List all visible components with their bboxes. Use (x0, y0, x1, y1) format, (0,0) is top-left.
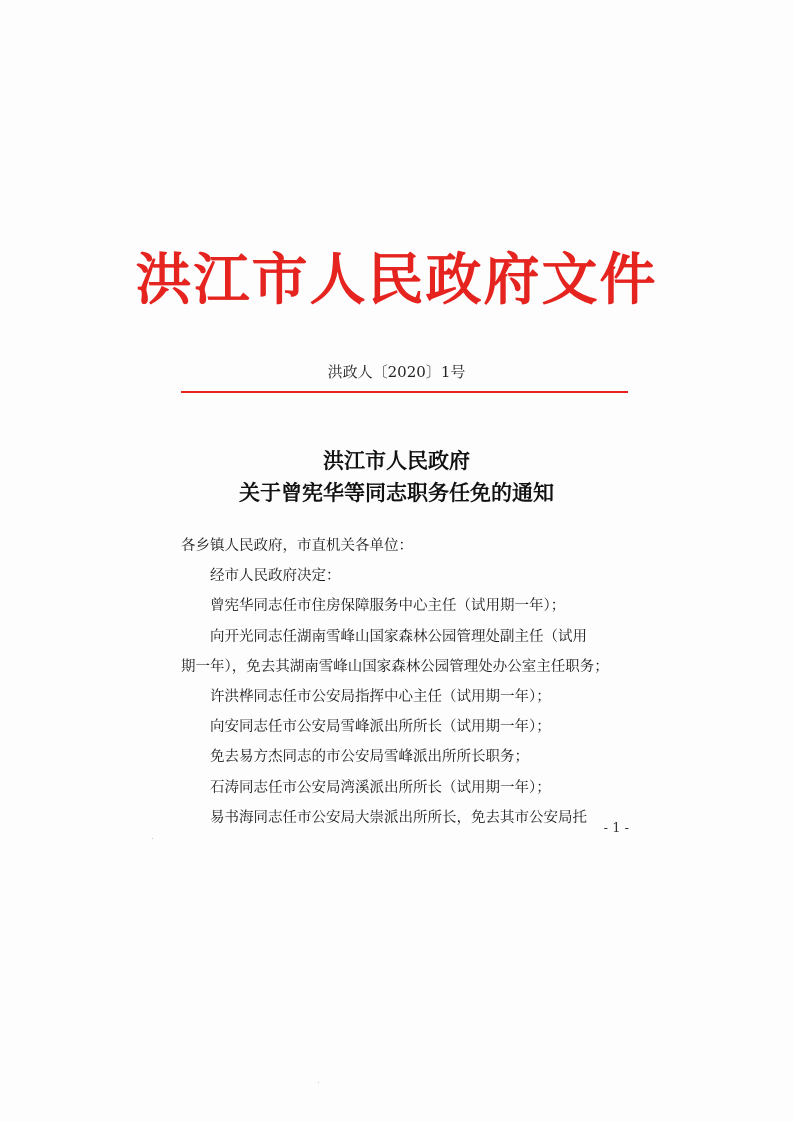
scan-speck (152, 838, 153, 839)
page-number: - 1 - (603, 821, 629, 836)
notice-title-line2: 关于曾宪华等同志职务任免的通知 (239, 480, 554, 505)
body-paragraph: 免去易方杰同志的市公安局雪峰派出所所长职务； (210, 749, 529, 766)
body-paragraph: 经市人民政府决定： (210, 568, 341, 585)
notice-title-line1: 洪江市人民政府 (323, 448, 470, 473)
body-paragraph: 许洪桦同志任市公安局指挥中心主任（试用期一年）； (210, 689, 551, 706)
document-number: 洪政人〔2020〕1号 (327, 363, 466, 381)
notice-body (181, 531, 629, 833)
body-paragraph: 易书海同志任市公安局大崇派出所所长，免去其市公安局托 (210, 809, 587, 826)
body-paragraph-continuation: 期一年），免去其湖南雪峰山国家森林公园管理处办公室主任职务； (181, 658, 609, 675)
document-header-title: 洪江市人民政府文件 (135, 247, 658, 313)
body-paragraph: 向安同志任市公安局雪峰派出所所长（试用期一年）； (210, 719, 551, 736)
scan-speck (318, 1082, 319, 1083)
body-paragraph: 曾宪华同志任市住房保障服务中心主任（试用期一年）； (210, 598, 566, 615)
salutation: 各乡镇人民政府，市直机关各单位： (181, 538, 413, 554)
red-divider-line (181, 391, 628, 393)
body-paragraph: 石涛同志任市公安局湾溪派出所所长（试用期一年）； (210, 779, 551, 796)
body-paragraph: 向开光同志任湖南雪峰山国家森林公园管理处副主任（试用 (210, 628, 587, 645)
